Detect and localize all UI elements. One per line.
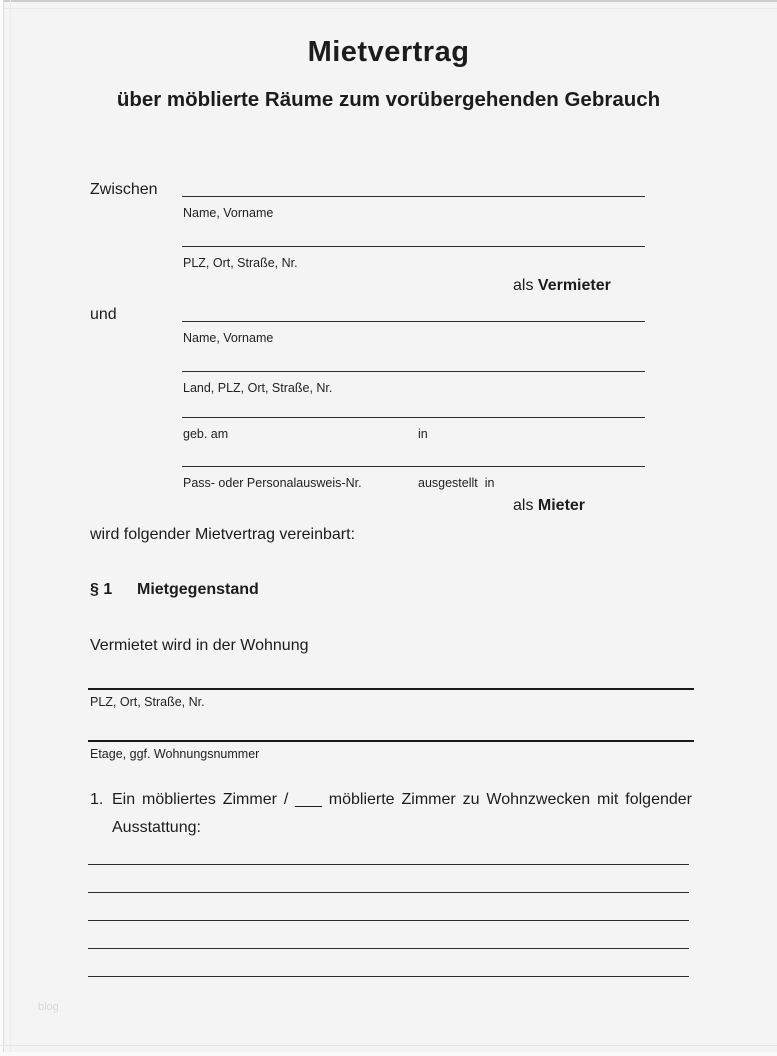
- item-text-line1: Ein möbliertes Zimmer / ___ möblierte Zimmer zu Wohnzwecken mit folgender: [112, 791, 692, 808]
- mieter-address-label: Land, PLZ, Ort, Straße, Nr.: [183, 381, 333, 395]
- birth-date-label: geb. am: [183, 427, 229, 441]
- blank-line-2: [88, 892, 689, 893]
- fill-line-mieter-address: [182, 371, 645, 372]
- section1-title: Mietgegenstand: [137, 581, 259, 598]
- als-label: als: [513, 497, 538, 514]
- vermieter-name-label: Name, Vorname: [183, 206, 274, 220]
- object-floor-label: Etage, ggf. Wohnungsnummer: [90, 747, 260, 761]
- item-number: 1.: [90, 791, 104, 808]
- issued-label: ausgestellt in: [418, 476, 495, 490]
- fill-line-vermieter-name: [182, 196, 645, 197]
- object-address-label: PLZ, Ort, Straße, Nr.: [90, 695, 205, 709]
- mieter-role: Mieter: [537, 497, 586, 514]
- page-edge-bottom: [0, 1052, 777, 1056]
- page-subtitle: über möblierte Räume zum vorübergehenden Gebrauch: [116, 88, 661, 111]
- vermieter-address-label: PLZ, Ort, Straße, Nr.: [183, 256, 298, 270]
- section1-number: § 1: [90, 581, 113, 598]
- mieter-name-label: Name, Vorname: [183, 331, 274, 345]
- fill-line-vermieter-address: [182, 246, 645, 247]
- page-edge-top-inner: [0, 8, 777, 9]
- watermark-text: blog: [38, 1001, 59, 1013]
- fill-line-mieter-name: [182, 321, 645, 322]
- birth-place-label: in: [418, 427, 428, 441]
- passport-label: Pass- oder Personalausweis-Nr.: [183, 476, 362, 490]
- fill-line-passport: [182, 466, 645, 467]
- page-edge-left-inner: [10, 0, 11, 1056]
- als-label: als: [513, 277, 538, 294]
- zwischen-label: Zwischen: [90, 181, 158, 198]
- blank-line-1: [88, 864, 689, 865]
- blank-line-3: [88, 920, 689, 921]
- und-label: und: [90, 306, 117, 323]
- vermieter-role: Vermieter: [537, 277, 611, 294]
- page-edge-bottom-line: [0, 1045, 777, 1046]
- page-edge-left-line: [3, 0, 4, 1056]
- blank-line-5: [88, 976, 689, 977]
- fill-line-birth: [182, 417, 645, 418]
- page-title: Mietvertrag: [307, 36, 470, 68]
- agreement-text: wird folgender Mietvertrag vereinbart:: [90, 526, 356, 543]
- fill-line-object-address: [88, 688, 694, 690]
- section1-intro: Vermietet wird in der Wohnung: [90, 637, 309, 654]
- blank-line-4: [88, 948, 689, 949]
- item-text-line2: Ausstattung:: [112, 819, 201, 836]
- fill-line-object-floor: [88, 740, 694, 742]
- mieter-role-line: [513, 497, 585, 515]
- vermieter-role-line: [513, 277, 611, 295]
- page-edge-top: [0, 0, 777, 2]
